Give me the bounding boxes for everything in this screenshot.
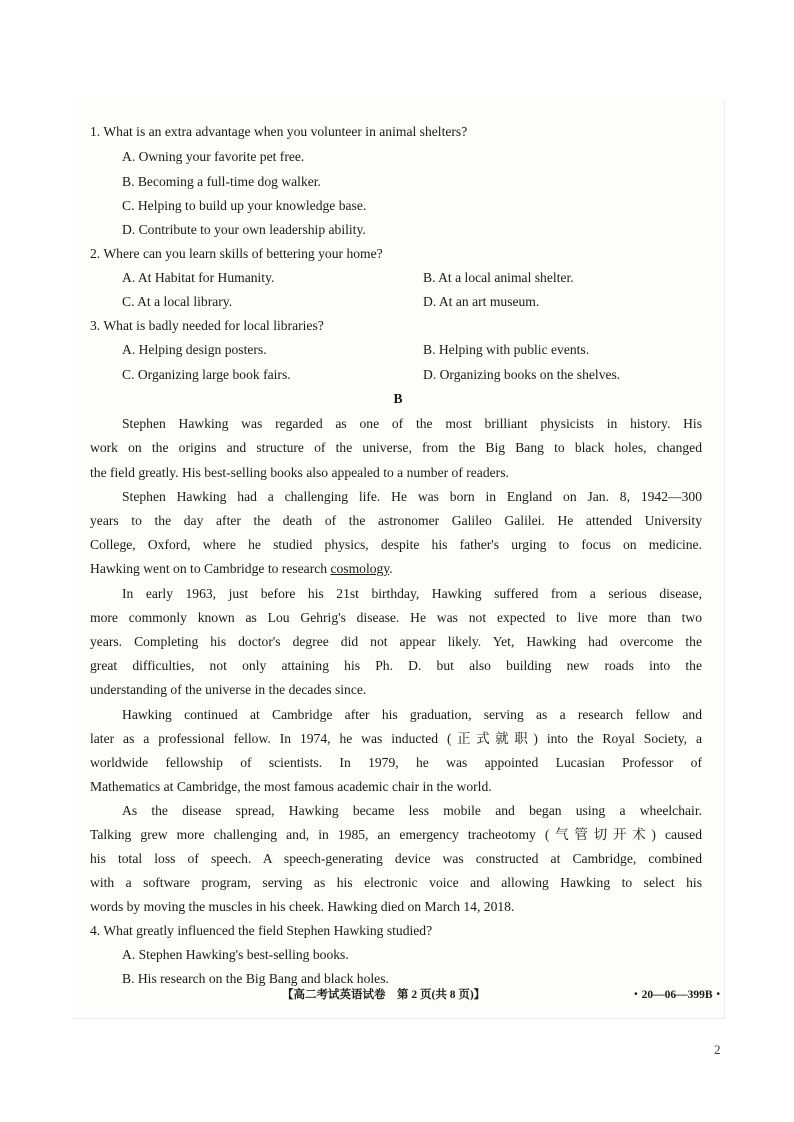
question-3-option-a: A. Helping design posters. xyxy=(122,342,267,357)
passage-line: In early 1963, just before his 21st birthday, Hawking suffered from a serious disease, xyxy=(122,586,702,601)
passage-line: Stephen Hawking had a challenging life. He was born in England on Jan. 8, 1942—300 xyxy=(122,489,702,504)
footer-title: 【高二考试英语试卷 第 2 页(共 8 页)】 xyxy=(282,989,486,1001)
passage-line: Mathematics at Cambridge, the most famous academic chair in the world. xyxy=(90,779,492,794)
question-1-option-c: C. Helping to build up your knowledge base. xyxy=(122,198,367,213)
passage-line: understanding of the universe in the decades since. xyxy=(90,682,367,697)
passage-text: . xyxy=(389,561,393,576)
passage-line: work on the origins and structure of the universe, from the Big Bang to black holes, changed xyxy=(90,440,702,455)
passage-line: Talking grew more challenging and, in 1985, an emergency tracheotomy (气管切开术) caused xyxy=(90,827,702,842)
section-b-heading: B xyxy=(393,391,403,406)
question-2-option-a: A. At Habitat for Humanity. xyxy=(122,270,275,285)
passage-line: with a software program, serving as his electronic voice and allowing Hawking to select his xyxy=(90,875,702,890)
question-2-option-d: D. At an art museum. xyxy=(423,294,540,309)
passage-line: great difficulties, not only attaining his Ph. D. but also building new roads into the xyxy=(90,658,702,673)
passage-line: College, Oxford, where he studied physics, despite his father's urging to focus on medicine. xyxy=(90,537,702,552)
passage-line: years. Completing his doctor's degree did not appear likely. Yet, Hawking had overcome the xyxy=(90,634,702,649)
underlined-word-cosmology: cosmology xyxy=(330,561,390,576)
passage-line: later as a professional fellow. In 1974, he was inducted (正式就职) into the Royal Society, a xyxy=(90,731,702,746)
question-3-option-b: B. Helping with public events. xyxy=(423,342,590,357)
question-3-option-c: C. Organizing large book fairs. xyxy=(122,367,291,382)
passage-line: Stephen Hawking was regarded as one of the most brilliant physicists in history. His xyxy=(122,416,702,431)
footer-code: ・20—06—399B・ xyxy=(630,989,724,1001)
question-4-option-b: B. His research on the Big Bang and black holes. xyxy=(122,971,389,986)
passage-line: his total loss of speech. A speech-generating device was constructed at Cambridge, combined xyxy=(90,851,702,866)
question-1-option-b: B. Becoming a full-time dog walker. xyxy=(122,174,321,189)
passage-line: Hawking continued at Cambridge after his graduation, serving as a research fellow and xyxy=(122,707,702,722)
question-2-option-c: C. At a local library. xyxy=(122,294,233,309)
question-4-option-a: A. Stephen Hawking's best-selling books. xyxy=(122,947,349,962)
passage-line: As the disease spread, Hawking became less mobile and began using a wheelchair. xyxy=(122,803,702,818)
passage-text: Hawking went on to Cambridge to research xyxy=(90,561,331,576)
passage-line: words by moving the muscles in his cheek. Hawking died on March 14, 2018. xyxy=(90,899,515,914)
question-3-stem: 3. What is badly needed for local libraries? xyxy=(90,318,324,333)
passage-line: the field greatly. His best-selling books also appealed to a number of readers. xyxy=(90,465,509,480)
passage-line: years to the day after the death of the astronomer Galileo Galilei. He attended University xyxy=(90,513,702,528)
question-4-stem: 4. What greatly influenced the field Stephen Hawking studied? xyxy=(90,923,433,938)
exam-page xyxy=(72,100,725,1019)
question-3-option-d: D. Organizing books on the shelves. xyxy=(423,367,621,382)
question-1-option-d: D. Contribute to your own leadership ability. xyxy=(122,222,366,237)
question-2-option-b: B. At a local animal shelter. xyxy=(423,270,574,285)
question-2-stem: 2. Where can you learn skills of bettering your home? xyxy=(90,246,383,261)
passage-line: more commonly known as Lou Gehrig's disease. He was not expected to live more than two xyxy=(90,610,702,625)
passage-line-last xyxy=(90,559,702,579)
question-1-option-a: A. Owning your favorite pet free. xyxy=(122,149,305,164)
passage-line: worldwide fellowship of scientists. In 1979, he was appointed Lucasian Professor of xyxy=(90,755,702,770)
question-1-stem: 1. What is an extra advantage when you volunteer in animal shelters? xyxy=(90,124,468,139)
page-number: 2 xyxy=(714,1042,721,1057)
